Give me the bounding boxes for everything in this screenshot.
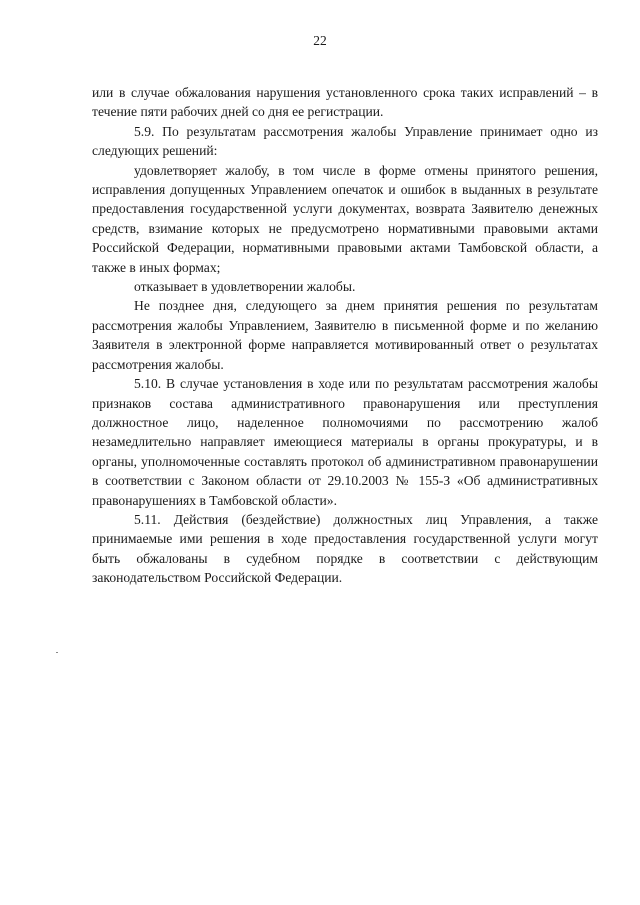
paragraph-response-deadline: Не позднее дня, следующего за днем принятия решения по результатам рассмотрения жалобы Управлением, Заявителю в письменной форме и по желанию Заявителя в электронной форме направляется мотивированный ответ о результатах рассмотрения жалобы. [92, 298, 598, 372]
page-number: 22 [313, 33, 327, 48]
paragraph-decision-satisfy: удовлетворяет жалобу, в том числе в форме отмены принятого решения, исправления допущенных Управлением опечаток и ошибок в выданных в результате предоставления государственной услуги документах, возврата Заявителю денежных средств, взимание которых не предусмотрено нормативными правовыми актами Российской Федерации, нормативными правовыми актами Тамбовской области, а также в иных формах; [92, 162, 598, 275]
paragraph-5-9: 5.9. По результатам рассмотрения жалобы Управление принимает одно из следующих решений: [92, 123, 598, 159]
paragraph-decision-refuse: отказывает в удовлетворении жалобы. [134, 279, 356, 295]
paragraph-5-10: 5.10. В случае установления в ходе или по результатам рассмотрения жалобы признаков состава административного правонарушения или преступления должностное лицо, наделенное полномочиями по рассмотрению жалоб незамедлительно направляет имеющиеся материалы в органы прокуратуры, и в органы, уполномоченные составлять протокол об административном правонарушении в соответствии с Законом области от 29.10.2003 № 155-З «Об административных правонарушениях в Тамбовской области». [92, 376, 598, 508]
margin-mark [56, 652, 58, 653]
paragraph-5-11: 5.11. Действия (бездействие) должностных лиц Управления, а также принимаемые ими решения в ходе предоставления государственной услуги могут быть обжалованы в судебном порядке в соответствии с действующим законодательством Российской Федерации. [92, 511, 598, 586]
paragraph-continuation: или в случае обжалования нарушения установленного срока таких исправлений – в течение пяти рабочих дней со дня ее регистрации. [92, 85, 598, 120]
document-body [92, 83, 598, 588]
